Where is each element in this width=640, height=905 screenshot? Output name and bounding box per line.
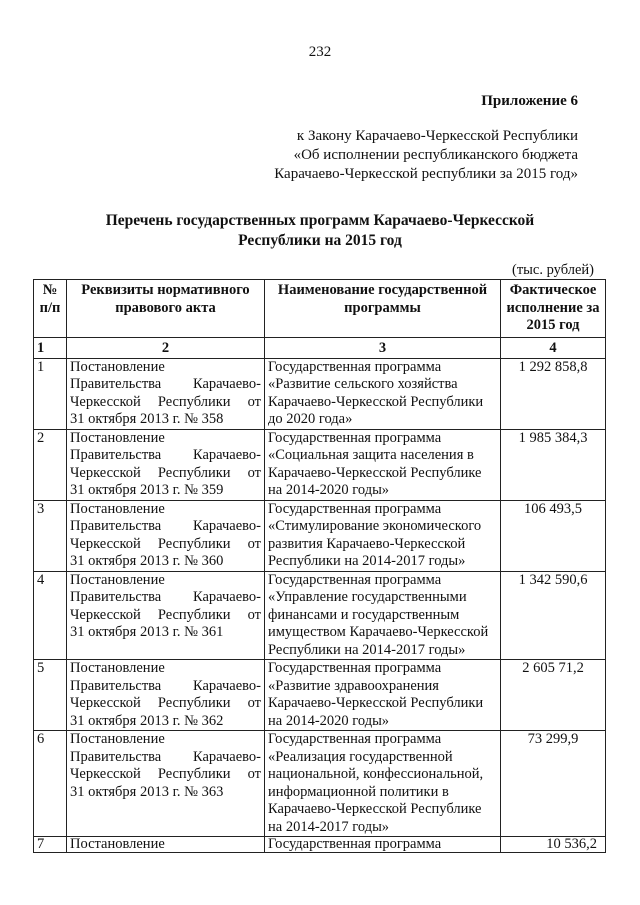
table-row: [34, 358, 606, 429]
act-line: Черкесской Республики от: [70, 606, 261, 623]
row-program: [265, 358, 501, 429]
header-amount: Фактическое исполнение за 2015 год: [501, 280, 606, 338]
col-index: 3: [265, 337, 501, 358]
act-line: Правительства Карачаево-: [70, 518, 261, 534]
program-line: Республики на 2014-2017 годы»: [268, 553, 466, 569]
row-act: [67, 358, 265, 429]
row-number: 7: [34, 837, 67, 853]
appendix-title: Приложение 6: [481, 93, 578, 109]
act-line: Черкесской Республики от: [70, 695, 261, 711]
row-program: [265, 660, 501, 731]
row-act: [67, 837, 265, 853]
program-line: «Управление государственными: [268, 589, 467, 605]
act-line: 31 октября 2013 г. № 360: [70, 553, 224, 569]
program-line: Государственная программа: [268, 429, 442, 446]
program-line: имуществом Карачаево-Черкесской: [268, 624, 489, 640]
act-line: Постановление: [70, 731, 165, 747]
table-row: [34, 731, 606, 837]
unit-label: (тыс. рублей): [512, 262, 594, 278]
row-amount: 106 493,5: [501, 500, 606, 571]
page-number: 232: [308, 44, 332, 60]
table-row: [34, 837, 606, 853]
program-line: «Развитие здравоохранения: [268, 677, 439, 694]
program-line: «Развитие сельского хозяйства: [268, 376, 458, 392]
row-number: 4: [34, 571, 67, 660]
row-act: [67, 500, 265, 571]
act-line: Правительства Карачаево-: [70, 447, 261, 463]
act-line: Постановление: [70, 358, 165, 375]
act-line: Черкесской Республики от: [70, 464, 261, 481]
row-number: 6: [34, 731, 67, 837]
programs-table: [33, 279, 606, 853]
act-line: 31 октября 2013 г. № 359: [70, 482, 224, 498]
table-index-row: [34, 337, 606, 358]
row-number: 2: [34, 429, 67, 500]
appendix-ref-line: к Закону Карачаево-Черкесской Республики: [296, 128, 578, 144]
header-act: Реквизиты нормативного правового акта: [67, 280, 265, 338]
row-program: [265, 837, 501, 853]
act-line: Черкесской Республики от: [70, 535, 261, 552]
col-index: 4: [501, 337, 606, 358]
program-line: Государственная программа: [268, 571, 442, 588]
act-line: Постановление: [70, 500, 165, 517]
act-line: Постановление: [70, 660, 165, 676]
program-line: Государственная программа: [268, 836, 442, 852]
act-line: Черкесской Республики от: [70, 393, 261, 410]
program-line: Карачаево-Черкесской Республике: [268, 801, 482, 817]
program-line: информационной политики в: [268, 783, 449, 800]
table-body: [34, 358, 606, 853]
act-line: Правительства Карачаево-: [70, 376, 261, 392]
program-line: Карачаево-Черкесской Республики: [268, 695, 484, 711]
col-index: 2: [67, 337, 265, 358]
program-line: Карачаево-Черкесской Республики: [268, 393, 484, 410]
row-act: [67, 429, 265, 500]
act-line: 31 октября 2013 г. № 362: [70, 712, 224, 729]
row-amount: 1 985 384,3: [501, 429, 606, 500]
row-program: [265, 571, 501, 660]
program-line: «Стимулирование экономического: [268, 518, 482, 534]
table-row: [34, 429, 606, 500]
row-number: 1: [34, 358, 67, 429]
row-amount: 10 536,2: [501, 837, 606, 853]
program-line: на 2014-2017 годы»: [268, 818, 390, 835]
program-line: Государственная программа: [268, 500, 442, 517]
table-row: [34, 500, 606, 571]
program-line: «Реализация государственной: [268, 748, 453, 765]
row-amount: 2 605 71,2: [501, 660, 606, 731]
act-line: Правительства Карачаево-: [70, 589, 261, 605]
program-line: Республики на 2014-2017 годы»: [268, 641, 466, 658]
program-line: на 2014-2020 годы»: [268, 712, 390, 729]
document-title-line: Перечень государственных программ Карачаево-Черкесской: [105, 212, 535, 229]
appendix-reference: [274, 127, 578, 184]
act-line: Постановление: [70, 571, 165, 588]
header-number: № п/п: [34, 280, 67, 338]
program-line: национальной, конфессиональной,: [268, 766, 484, 782]
program-line: развития Карачаево-Черкесской: [268, 535, 466, 552]
act-line: 31 октября 2013 г. № 363: [70, 783, 224, 800]
row-program: [265, 429, 501, 500]
program-line: Государственная программа: [268, 358, 442, 375]
act-line: 31 октября 2013 г. № 361: [70, 624, 224, 640]
program-line: Карачаево-Черкесской Республике: [268, 464, 482, 481]
program-line: Государственная программа: [268, 731, 442, 747]
row-act: [67, 660, 265, 731]
program-line: Государственная программа: [268, 660, 442, 676]
act-line: Правительства Карачаево-: [70, 677, 261, 694]
program-line: финансами и государственным: [268, 606, 460, 623]
act-line: Постановление: [70, 836, 165, 852]
row-act: [67, 731, 265, 837]
row-number: 5: [34, 660, 67, 731]
header-program: Наименование государственной программы: [265, 280, 501, 338]
row-number: 3: [34, 500, 67, 571]
row-amount: 73 299,9: [501, 731, 606, 837]
document-title: [0, 211, 640, 251]
act-line: Правительства Карачаево-: [70, 748, 261, 765]
program-line: до 2020 года»: [268, 411, 353, 427]
row-program: [265, 731, 501, 837]
row-act: [67, 571, 265, 660]
row-amount: 1 292 858,8: [501, 358, 606, 429]
table-row: [34, 571, 606, 660]
act-line: Постановление: [70, 429, 165, 446]
table-row: [34, 660, 606, 731]
act-line: Черкесской Республики от: [70, 766, 261, 782]
row-program: [265, 500, 501, 571]
program-line: «Социальная защита населения в: [268, 447, 474, 463]
row-amount: 1 342 590,6: [501, 571, 606, 660]
appendix-ref-line: Карачаево-Черкесской республики за 2015 год»: [274, 166, 578, 182]
program-line: на 2014-2020 годы»: [268, 482, 390, 498]
act-line: 31 октября 2013 г. № 358: [70, 411, 224, 427]
table-header-row: [34, 280, 606, 338]
appendix-ref-line: «Об исполнении республиканского бюджета: [293, 147, 578, 163]
col-index: 1: [34, 337, 67, 358]
document-title-line: Республики на 2015 год: [238, 232, 402, 249]
